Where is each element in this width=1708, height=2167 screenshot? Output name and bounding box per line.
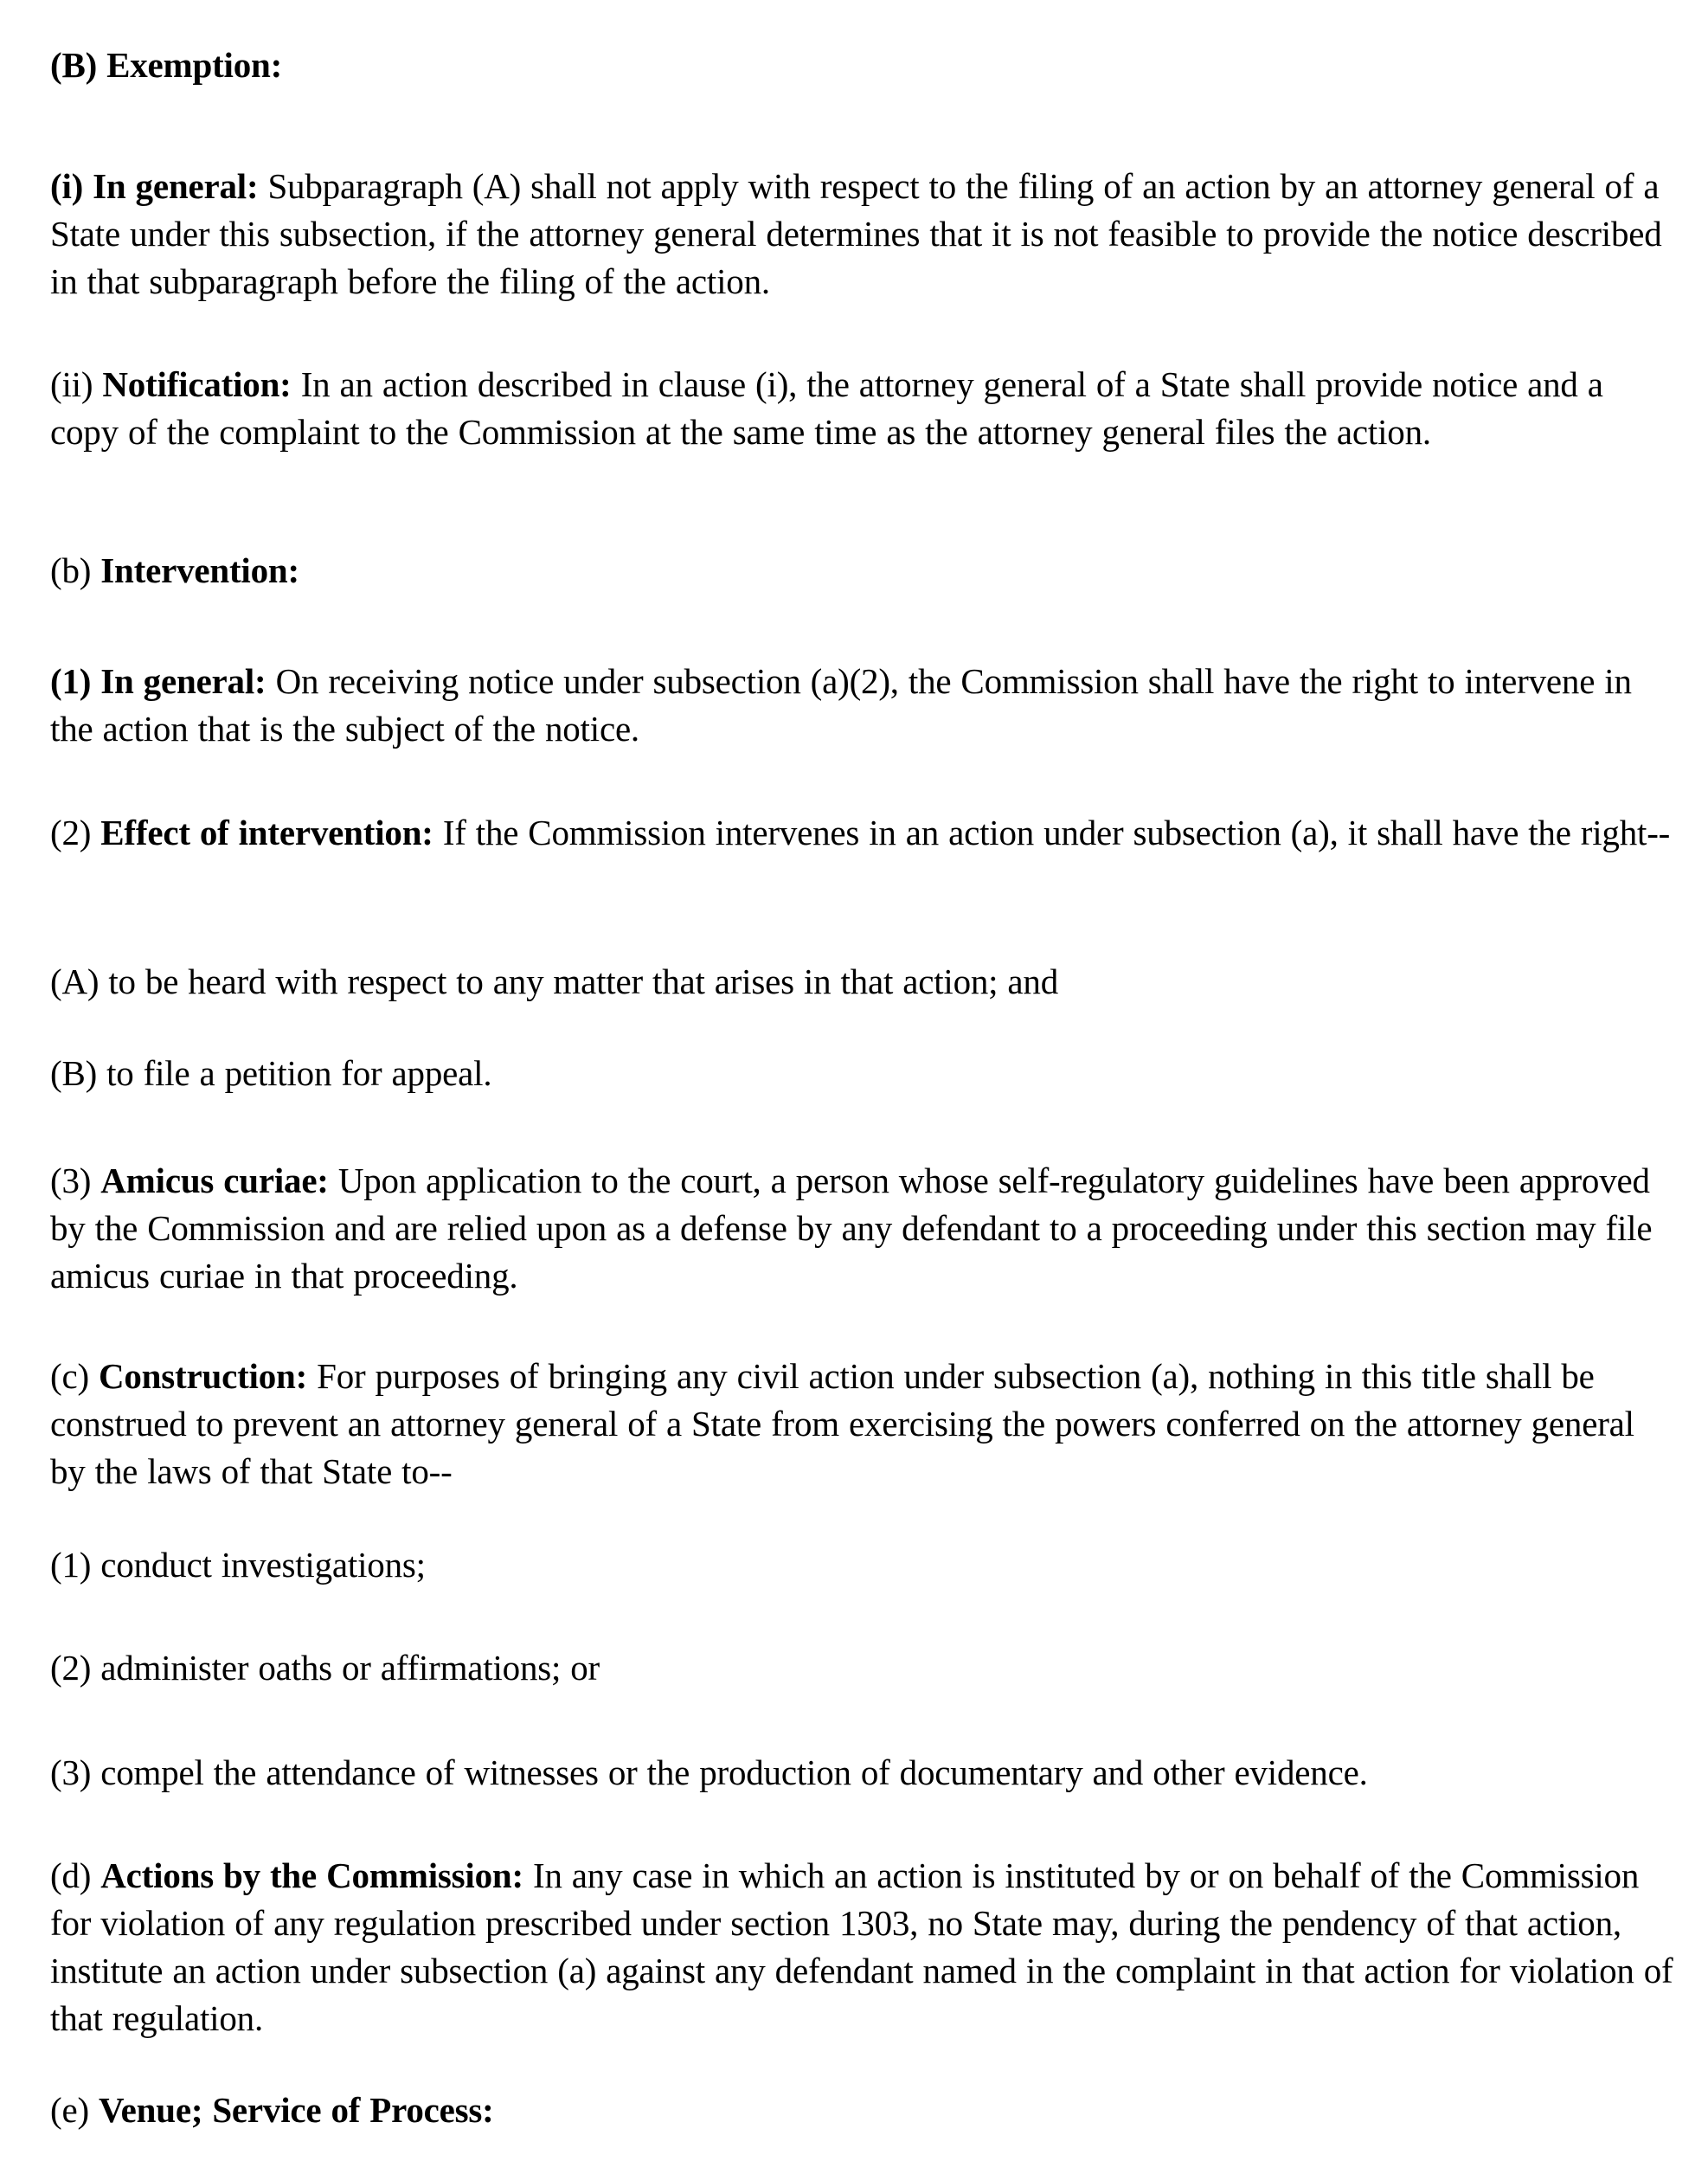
section-heading-venue (50, 2087, 1677, 2134)
item-3-compel-attendance (50, 1749, 1677, 1797)
body-text: For purposes of bringing any civil action under subsection (a), nothing in this title shall be construed to prevent an attorney general of a State from exercising the powers conferred on the attorney general by the laws of that State to-- (50, 1356, 1634, 1491)
clause-i-in-general (50, 163, 1677, 305)
heading-text: Amicus curiae: (100, 1161, 329, 1200)
body-text: Subparagraph (A) shall not apply with respect to the filing of an action by an attorney general of a State under this subsection, if the attorney general determines that it is not feasible to provide the notice described in that subparagraph before the filing of the action. (50, 166, 1662, 301)
body-text: (1) conduct investigations; (50, 1545, 426, 1585)
body-text: (3) compel the attendance of witnesses or the production of documentary and other evidence. (50, 1752, 1368, 1792)
prefix-text: (e) (50, 2090, 99, 2130)
heading-text: Venue; Service of Process: (98, 2090, 494, 2130)
heading-text: Actions by the Commission: (100, 1855, 523, 1895)
item-A-to-be-heard (50, 958, 1677, 1006)
clause-3-amicus-curiae (50, 1157, 1677, 1300)
body-text: Upon application to the court, a person whose self-regulatory guidelines have been approved by the Commission and are relied upon as a defense by any defendant to a proceeding under this section may file amicus curiae in that proceeding. (50, 1161, 1653, 1296)
body-text: In any case in which an action is instituted by or on behalf of the Commission for violation of any regulation prescribed under section 1303, no State may, during the pendency of that action, institute an action under subsection (a) against any defendant named in the complaint in that action for violation of that regulation. (50, 1855, 1673, 2038)
body-text: If the Commission intervenes in an action under subsection (a), it shall have the right-- (433, 813, 1671, 852)
heading-text: Construction: (98, 1356, 308, 1396)
body-text: In an action described in clause (i), the attorney general of a State shall provide notice and a copy of the complaint to the Commission at the same time as the attorney general files the action. (50, 364, 1603, 452)
clause-ii-notification (50, 361, 1677, 456)
heading-text: Effect of intervention: (100, 813, 433, 852)
heading-text: (i) In general: (50, 166, 259, 206)
prefix-text: (b) (50, 550, 101, 590)
heading-text: (B) Exemption: (50, 45, 283, 85)
body-text: (A) to be heard with respect to any matter that arises in that action; and (50, 961, 1059, 1001)
item-B-to-file-petition (50, 1050, 1677, 1097)
prefix-text: (3) (50, 1161, 101, 1200)
body-text: (2) administer oaths or affirmations; or (50, 1648, 600, 1688)
heading-text: Intervention: (100, 550, 299, 590)
heading-text: Notification: (102, 364, 292, 404)
section-heading-intervention (50, 547, 1677, 595)
prefix-text: (d) (50, 1855, 101, 1895)
prefix-text: (c) (50, 1356, 99, 1396)
section-heading-exemption (50, 42, 1677, 89)
section-c-construction (50, 1353, 1677, 1495)
clause-1-in-general (50, 658, 1677, 753)
item-2-administer-oaths (50, 1644, 1677, 1692)
body-text: (B) to file a petition for appeal. (50, 1053, 492, 1093)
body-text: On receiving notice under subsection (a)(2), the Commission shall have the right to intervene in the action that is the subject of the notice. (50, 661, 1632, 749)
item-1-conduct-investigations (50, 1541, 1677, 1589)
heading-text: (1) In general: (50, 661, 266, 701)
prefix-text: (ii) (50, 364, 103, 404)
clause-2-effect-of-intervention (50, 809, 1677, 857)
prefix-text: (2) (50, 813, 101, 852)
section-d-actions-by-commission (50, 1852, 1677, 2042)
